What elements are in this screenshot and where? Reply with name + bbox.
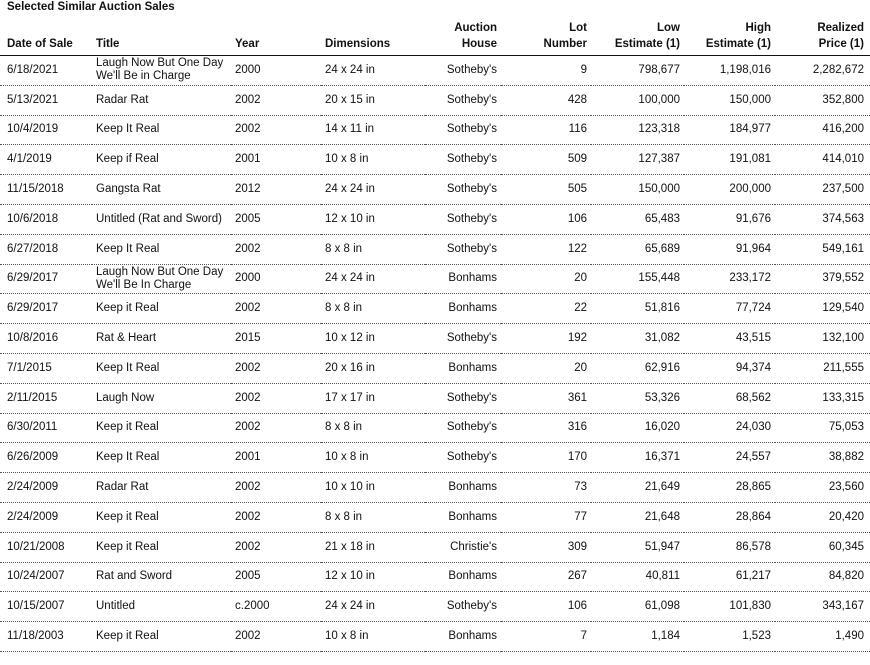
cell-auction-house: Sotheby's (425, 56, 501, 86)
cell-date-of-sale: 6/29/2017 (0, 294, 92, 324)
col-header-date: Date of Sale (0, 16, 92, 56)
cell-high-estimate: 1,198,016 (684, 56, 775, 86)
cell-year: 2005 (231, 204, 321, 234)
cell-auction-house: Bonhams (425, 264, 501, 294)
cell-auction-house: Sotheby's (425, 145, 501, 175)
table-row (0, 234, 870, 264)
cell-auction-house: Sotheby's (425, 443, 501, 473)
cell-lot-number: 192 (501, 324, 591, 354)
cell-date-of-sale: 6/26/2009 (0, 443, 92, 473)
cell-title: Rat & Heart (92, 324, 231, 354)
cell-lot-number: 428 (501, 85, 591, 115)
table-row (0, 145, 870, 175)
cell-auction-house: Bonhams (425, 622, 501, 652)
cell-date-of-sale: 10/4/2019 (0, 115, 92, 145)
col-header-dimensions: Dimensions (321, 16, 425, 56)
cell-date-of-sale: 7/1/2015 (0, 353, 92, 383)
cell-title: Keep It Real (92, 443, 231, 473)
cell-title: Keep it Real (92, 294, 231, 324)
cell-auction-house: Sotheby's (425, 324, 501, 354)
cell-date-of-sale: 5/13/2021 (0, 85, 92, 115)
cell-lot-number: 170 (501, 443, 591, 473)
cell-title: Keep if Real (92, 145, 231, 175)
table-row (0, 532, 870, 562)
table-row (0, 502, 870, 532)
cell-year: 2001 (231, 443, 321, 473)
cell-year: 2002 (231, 473, 321, 503)
table-row (0, 353, 870, 383)
cell-dimensions: 12 x 10 in (321, 204, 425, 234)
cell-year: 2002 (231, 353, 321, 383)
table-row (0, 115, 870, 145)
cell-dimensions: 10 x 8 in (321, 622, 425, 652)
cell-lot-number: 316 (501, 413, 591, 443)
cell-date-of-sale: 2/11/2015 (0, 383, 92, 413)
cell-title: Laugh Now But One Day We'll Be in Charge (92, 56, 231, 86)
cell-year: 2002 (231, 532, 321, 562)
cell-lot-number: 106 (501, 592, 591, 622)
col-header-realized-price: Realized Price (1) (775, 16, 870, 56)
cell-high-estimate: 43,515 (684, 324, 775, 354)
cell-realized-price: 414,010 (775, 145, 870, 175)
cell-year: 2002 (231, 234, 321, 264)
cell-low-estimate: 155,448 (591, 264, 684, 294)
cell-auction-house: Bonhams (425, 294, 501, 324)
col-header-title: Title (92, 16, 231, 56)
cell-title: Keep It Real (92, 115, 231, 145)
table-row (0, 592, 870, 622)
cell-dimensions: 12 x 10 in (321, 562, 425, 592)
cell-lot-number: 509 (501, 145, 591, 175)
cell-title: Keep It Real (92, 353, 231, 383)
cell-date-of-sale: 6/27/2018 (0, 234, 92, 264)
cell-title: Keep it Real (92, 532, 231, 562)
col-header-year: Year (231, 16, 321, 56)
cell-high-estimate: 28,864 (684, 502, 775, 532)
cell-realized-price: 84,820 (775, 562, 870, 592)
cell-lot-number: 116 (501, 115, 591, 145)
table-row (0, 562, 870, 592)
cell-high-estimate: 68,562 (684, 383, 775, 413)
cell-date-of-sale: 4/1/2019 (0, 145, 92, 175)
cell-lot-number: 77 (501, 502, 591, 532)
cell-title: Keep it Real (92, 622, 231, 652)
table-header (0, 16, 870, 56)
table-row (0, 204, 870, 234)
page-title: Selected Similar Auction Sales (7, 1, 175, 13)
cell-lot-number: 7 (501, 622, 591, 652)
cell-lot-number: 309 (501, 532, 591, 562)
cell-lot-number: 267 (501, 562, 591, 592)
table-row (0, 413, 870, 443)
cell-lot-number: 20 (501, 353, 591, 383)
cell-realized-price: 416,200 (775, 115, 870, 145)
cell-high-estimate: 24,030 (684, 413, 775, 443)
cell-auction-house: Sotheby's (425, 413, 501, 443)
cell-realized-price: 211,555 (775, 353, 870, 383)
header-row (0, 16, 870, 56)
cell-title: Rat and Sword (92, 562, 231, 592)
cell-realized-price: 549,161 (775, 234, 870, 264)
cell-lot-number: 106 (501, 204, 591, 234)
cell-auction-house: Sotheby's (425, 383, 501, 413)
cell-auction-house: Bonhams (425, 473, 501, 503)
cell-high-estimate: 233,172 (684, 264, 775, 294)
cell-realized-price: 2,282,672 (775, 56, 870, 86)
cell-lot-number: 73 (501, 473, 591, 503)
cell-low-estimate: 150,000 (591, 175, 684, 205)
cell-low-estimate: 16,020 (591, 413, 684, 443)
cell-dimensions: 8 x 8 in (321, 413, 425, 443)
table-row (0, 85, 870, 115)
cell-dimensions: 10 x 12 in (321, 324, 425, 354)
cell-date-of-sale: 6/30/2011 (0, 413, 92, 443)
cell-realized-price: 343,167 (775, 592, 870, 622)
cell-high-estimate: 91,964 (684, 234, 775, 264)
cell-title: Keep it Real (92, 502, 231, 532)
cell-dimensions: 24 x 24 in (321, 264, 425, 294)
cell-auction-house: Sotheby's (425, 204, 501, 234)
cell-high-estimate: 200,000 (684, 175, 775, 205)
table-row (0, 264, 870, 294)
cell-realized-price: 129,540 (775, 294, 870, 324)
cell-date-of-sale: 6/18/2021 (0, 56, 92, 86)
cell-high-estimate: 24,557 (684, 443, 775, 473)
cell-date-of-sale: 11/15/2018 (0, 175, 92, 205)
cell-high-estimate: 77,724 (684, 294, 775, 324)
cell-high-estimate: 101,830 (684, 592, 775, 622)
cell-date-of-sale: 10/15/2007 (0, 592, 92, 622)
cell-date-of-sale: 10/8/2016 (0, 324, 92, 354)
cell-low-estimate: 65,483 (591, 204, 684, 234)
cell-year: 2001 (231, 145, 321, 175)
cell-dimensions: 10 x 8 in (321, 145, 425, 175)
cell-auction-house: Bonhams (425, 502, 501, 532)
cell-date-of-sale: 2/24/2009 (0, 473, 92, 503)
cell-dimensions: 8 x 8 in (321, 502, 425, 532)
cell-year: 2002 (231, 502, 321, 532)
cell-realized-price: 133,315 (775, 383, 870, 413)
table-row (0, 443, 870, 473)
cell-low-estimate: 53,326 (591, 383, 684, 413)
cell-title: Radar Rat (92, 473, 231, 503)
cell-low-estimate: 1,184 (591, 622, 684, 652)
cell-realized-price: 237,500 (775, 175, 870, 205)
cell-date-of-sale: 11/18/2003 (0, 622, 92, 652)
cell-high-estimate: 86,578 (684, 532, 775, 562)
cell-year: 2002 (231, 622, 321, 652)
cell-year: 2002 (231, 383, 321, 413)
cell-lot-number: 505 (501, 175, 591, 205)
cell-title: Untitled (92, 592, 231, 622)
cell-low-estimate: 16,371 (591, 443, 684, 473)
cell-lot-number: 122 (501, 234, 591, 264)
cell-low-estimate: 127,387 (591, 145, 684, 175)
cell-low-estimate: 31,082 (591, 324, 684, 354)
cell-low-estimate: 61,098 (591, 592, 684, 622)
cell-realized-price: 20,420 (775, 502, 870, 532)
cell-dimensions: 14 x 11 in (321, 115, 425, 145)
col-header-lot-number: Lot Number (501, 16, 591, 56)
table-row (0, 175, 870, 205)
cell-year: 2002 (231, 413, 321, 443)
cell-realized-price: 379,552 (775, 264, 870, 294)
cell-dimensions: 8 x 8 in (321, 294, 425, 324)
col-header-low-estimate: Low Estimate (1) (591, 16, 684, 56)
cell-low-estimate: 21,648 (591, 502, 684, 532)
cell-title: Laugh Now But One Day We'll Be In Charge (92, 264, 231, 294)
cell-low-estimate: 62,916 (591, 353, 684, 383)
table-row (0, 383, 870, 413)
cell-year: 2012 (231, 175, 321, 205)
cell-lot-number: 9 (501, 56, 591, 86)
cell-auction-house: Christie's (425, 532, 501, 562)
cell-realized-price: 1,490 (775, 622, 870, 652)
cell-auction-house: Bonhams (425, 562, 501, 592)
cell-year: 2005 (231, 562, 321, 592)
cell-low-estimate: 51,947 (591, 532, 684, 562)
cell-auction-house: Sotheby's (425, 85, 501, 115)
cell-title: Radar Rat (92, 85, 231, 115)
cell-low-estimate: 100,000 (591, 85, 684, 115)
cell-date-of-sale: 2/24/2009 (0, 502, 92, 532)
cell-realized-price: 23,560 (775, 473, 870, 503)
cell-low-estimate: 798,677 (591, 56, 684, 86)
cell-high-estimate: 91,676 (684, 204, 775, 234)
cell-realized-price: 60,345 (775, 532, 870, 562)
cell-date-of-sale: 10/24/2007 (0, 562, 92, 592)
cell-low-estimate: 40,811 (591, 562, 684, 592)
table-row (0, 294, 870, 324)
cell-lot-number: 20 (501, 264, 591, 294)
table-row (0, 324, 870, 354)
cell-realized-price: 374,563 (775, 204, 870, 234)
cell-dimensions: 10 x 8 in (321, 443, 425, 473)
auction-sales-table (0, 16, 870, 652)
cell-year: 2015 (231, 324, 321, 354)
cell-date-of-sale: 10/6/2018 (0, 204, 92, 234)
cell-auction-house: Sotheby's (425, 115, 501, 145)
cell-dimensions: 24 x 24 in (321, 56, 425, 86)
cell-year: 2002 (231, 85, 321, 115)
cell-high-estimate: 28,865 (684, 473, 775, 503)
cell-year: 2000 (231, 264, 321, 294)
cell-auction-house: Sotheby's (425, 175, 501, 205)
cell-realized-price: 38,882 (775, 443, 870, 473)
cell-high-estimate: 61,217 (684, 562, 775, 592)
col-header-auction-house: Auction House (425, 16, 501, 56)
cell-lot-number: 22 (501, 294, 591, 324)
cell-auction-house: Sotheby's (425, 592, 501, 622)
cell-realized-price: 75,053 (775, 413, 870, 443)
cell-year: 2002 (231, 294, 321, 324)
cell-year: 2002 (231, 115, 321, 145)
cell-year: c.2000 (231, 592, 321, 622)
col-header-high-estimate: High Estimate (1) (684, 16, 775, 56)
cell-auction-house: Sotheby's (425, 234, 501, 264)
cell-dimensions: 8 x 8 in (321, 234, 425, 264)
cell-date-of-sale: 6/29/2017 (0, 264, 92, 294)
cell-auction-house: Bonhams (425, 353, 501, 383)
cell-high-estimate: 191,081 (684, 145, 775, 175)
cell-title: Laugh Now (92, 383, 231, 413)
cell-dimensions: 17 x 17 in (321, 383, 425, 413)
cell-dimensions: 21 x 18 in (321, 532, 425, 562)
cell-dimensions: 20 x 15 in (321, 85, 425, 115)
cell-dimensions: 24 x 24 in (321, 592, 425, 622)
cell-title: Keep It Real (92, 234, 231, 264)
cell-high-estimate: 184,977 (684, 115, 775, 145)
cell-title: Gangsta Rat (92, 175, 231, 205)
cell-lot-number: 361 (501, 383, 591, 413)
cell-realized-price: 352,800 (775, 85, 870, 115)
cell-high-estimate: 94,374 (684, 353, 775, 383)
table-body (0, 56, 870, 652)
cell-low-estimate: 65,689 (591, 234, 684, 264)
cell-year: 2000 (231, 56, 321, 86)
cell-low-estimate: 51,816 (591, 294, 684, 324)
cell-low-estimate: 123,318 (591, 115, 684, 145)
cell-dimensions: 24 x 24 in (321, 175, 425, 205)
cell-dimensions: 20 x 16 in (321, 353, 425, 383)
cell-realized-price: 132,100 (775, 324, 870, 354)
cell-high-estimate: 1,523 (684, 622, 775, 652)
table-row (0, 56, 870, 86)
table-row (0, 473, 870, 503)
cell-title: Untitled (Rat and Sword) (92, 204, 231, 234)
cell-high-estimate: 150,000 (684, 85, 775, 115)
cell-date-of-sale: 10/21/2008 (0, 532, 92, 562)
table-row (0, 622, 870, 652)
cell-dimensions: 10 x 10 in (321, 473, 425, 503)
cell-title: Keep it Real (92, 413, 231, 443)
cell-low-estimate: 21,649 (591, 473, 684, 503)
